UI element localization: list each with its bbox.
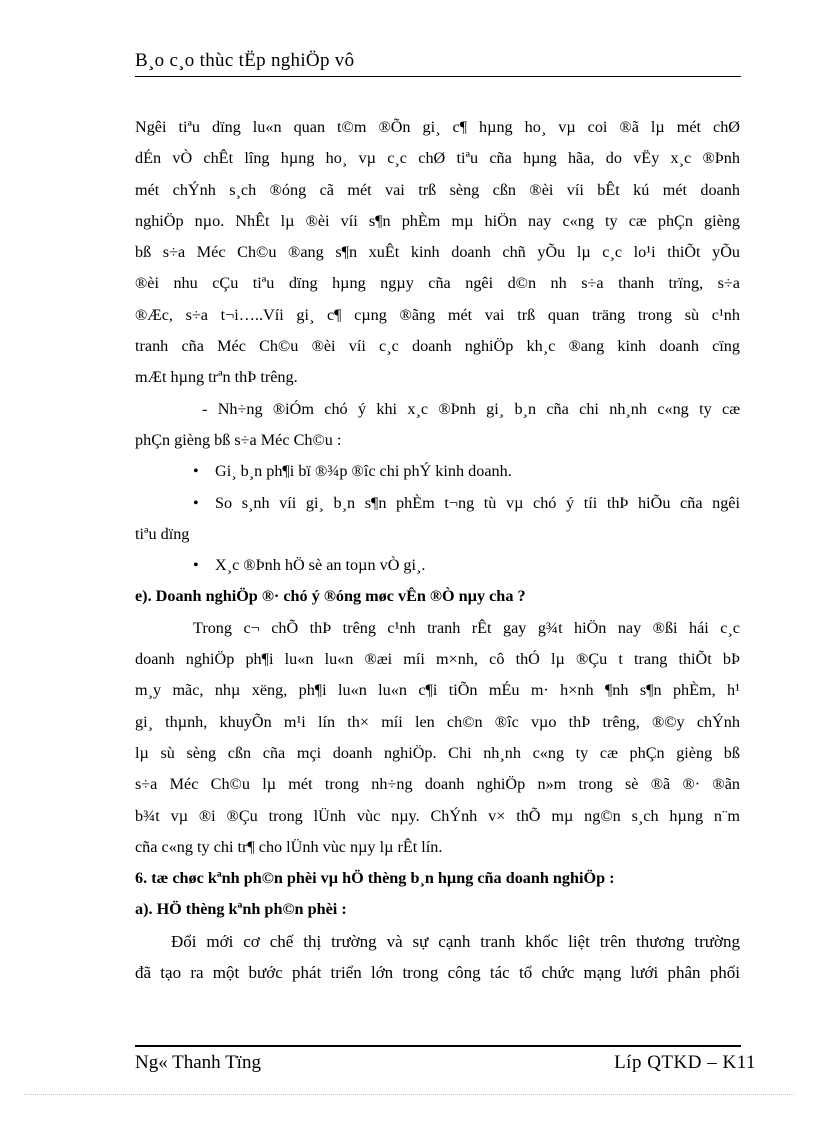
- bullet-dot-icon: •: [193, 556, 199, 575]
- paragraph-line: s÷a Méc Ch©u lµ mét trong nh÷ng doanh nghiÖp n»m trong sè ®ã ®· ®ãn: [135, 775, 740, 794]
- footer-author: Ng« Thanh Tïng: [135, 1052, 261, 1073]
- footer-divider: [135, 1045, 741, 1047]
- section-heading-a: a). HÖ thèng kªnh ph©n phèi :: [135, 900, 347, 919]
- bullet-continuation: tiªu dïng: [135, 524, 190, 543]
- bullet-dot-icon: •: [193, 462, 199, 481]
- bullet-text: So s¸nh víi gi¸ b¸n s¶n phÈm t¬ng tù vµ chó ý tíi thÞ hiÕu cña ngêi: [215, 493, 740, 512]
- bullet-dot-icon: •: [193, 493, 199, 512]
- header-divider: [135, 76, 741, 77]
- bullet-item: [135, 550, 740, 581]
- section-heading-e: e). Doanh nghiÖp ®· chó ý ®óng møc vÊn ®Ò nµy cha ?: [135, 587, 526, 606]
- paragraph-line: mét chÝnh s¸ch ®óng cã mét vai trß sèng cßn ®èi víi bÊt kú mét doanh: [135, 180, 740, 199]
- paragraph-line: nghiÖp nµo. NhÊt lµ ®èi víi s¶n phÈm mµ hiÖn nay c«ng ty cæ phÇn gièng: [135, 211, 740, 230]
- paragraph-line: gi¸ thµnh, khuyÕn m¹i lín th× míi len ch©n ®îc vµo thÞ trêng, ®©y chÝnh: [135, 712, 740, 731]
- section-heading-6: 6. tæ chøc kªnh ph©n phèi vµ hÖ thèng b¸n hµng cña doanh nghiÖp :: [135, 869, 615, 888]
- paragraph-line: ®èi nhu cÇu tiªu dïng hµng ngµy cña ngêi d©n nh s÷a thanh trïng, s÷a: [135, 274, 740, 293]
- paragraph-line: cña c«ng ty chi tr¶ cho lÜnh vùc nµy lµ rÊt lín.: [135, 837, 443, 856]
- paragraph-line: m¸y mãc, nhµ xëng, ph¶i lu«n lu«n c¶i tiÕn mÉu m· h×nh ¶nh s¶n phÈm, h¹: [135, 681, 740, 700]
- paragraph-line: Đổi mới cơ chế thị trường và sự cạnh tranh khốc liệt trên thương trường: [171, 931, 740, 951]
- paragraph-line: đã tạo ra một bước phát triển lớn trong công tác tổ chức mạng lưới phân phối: [135, 963, 740, 983]
- paragraph-line: mÆt hµng trªn thÞ trêng.: [135, 368, 298, 387]
- bullet-text: Gi¸ b¸n ph¶i bï ®¾p ®îc chi phÝ kinh doanh.: [215, 462, 512, 481]
- bullet-item: [135, 456, 740, 487]
- bullet-text: X¸c ®Þnh hÖ sè an toµn vÒ gi¸.: [215, 556, 426, 575]
- paragraph-line: lµ sù sèng cßn cña mçi doanh nghiÖp. Chi nh¸nh c«ng ty cæ phÇn gièng bß: [135, 743, 740, 762]
- paragraph-line: Ngêi tiªu dïng lu«n quan t©m ®Õn gi¸ c¶ hµng ho¸ vµ coi ®ã lµ mét chØ: [135, 118, 740, 136]
- paragraph-line: dÉn vÒ chÊt lîng hµng ho¸ vµ c¸c chØ tiªu cña hµng hãa, do vËy x¸c ®Þnh: [135, 149, 740, 168]
- paragraph-line: - Nh÷ng ®iÓm chó ý khi x¸c ®Þnh gi¸ b¸n cña chi nh¸nh c«ng ty cæ: [202, 399, 740, 418]
- paragraph-line: tranh cña Méc Ch©u ®èi víi c¸c doanh nghiÖp kh¸c ®ang kinh doanh cïng: [135, 337, 740, 356]
- paragraph-line: bß s÷a Méc Ch©u ®ang s¶n xuÊt kinh doanh chñ yÕu lµ c¸c lo¹i thiÕt yÕu: [135, 243, 740, 262]
- paragraph-line: doanh nghiÖp ph¶i lu«n lu«n ®æi míi m×nh, cô thÓ lµ ®Çu t trang thiÕt bÞ: [135, 650, 740, 669]
- paragraph-line: ®Æc, s÷a t¬i…..Víi gi¸ c¶ cµng ®ãng mét vai trß quan träng trong sù c¹nh: [135, 305, 740, 324]
- document-body: [135, 112, 740, 988]
- page-bottom-edge: [24, 1094, 794, 1095]
- bullet-item: [135, 488, 740, 519]
- paragraph-line: Trong c¬ chÕ thÞ trêng c¹nh tranh rÊt gay g¾t hiÖn nay ®ßi hái c¸c: [193, 618, 740, 637]
- footer-class: Líp QTKD – K11: [614, 1052, 756, 1073]
- page-header-title: B¸o c¸o thùc tËp nghiÖp vô: [135, 50, 355, 71]
- paragraph-line: phÇn gièng bß s÷a Méc Ch©u :: [135, 430, 342, 449]
- paragraph-line: b¾t vµ ®i ®Çu trong lÜnh vùc nµy. ChÝnh v× thÕ mµ ng©n s¸ch hµng n¨m: [135, 806, 740, 825]
